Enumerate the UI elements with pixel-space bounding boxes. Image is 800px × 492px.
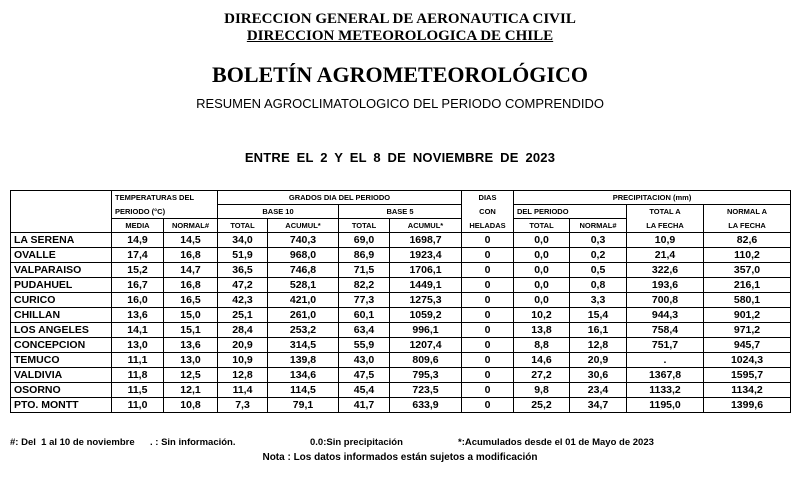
table-cell: 1698,7 [390,233,462,248]
table-cell: 12,5 [164,368,218,383]
table-cell: 0 [462,293,514,308]
table-cell: 901,2 [704,308,791,323]
nota: Nota : Los datos informados están sujetos a modificación [262,452,538,463]
table-cell: 25,1 [218,308,268,323]
table-cell: 0 [462,308,514,323]
org-line-2: DIRECCION METEOROLOGICA DE CHILE [246,28,554,44]
total-a-fecha-header: LA FECHA [627,219,704,233]
table-cell: 13,6 [164,338,218,353]
table-cell: 12,1 [164,383,218,398]
station-name: PTO. MONTT [11,398,112,413]
table-cell: 16,8 [164,278,218,293]
table-cell: 0,0 [514,248,570,263]
table-cell: 7,3 [218,398,268,413]
table-cell: 795,3 [390,368,462,383]
org-line-1: DIRECCION GENERAL DE AERONAUTICA CIVIL [224,11,576,27]
table-cell: 633,9 [390,398,462,413]
table-cell: 746,8 [268,263,339,278]
table-row [11,368,791,383]
table-cell: 809,6 [390,353,462,368]
total-a-header: TOTAL A [627,205,704,219]
table-cell: 16,0 [112,293,164,308]
table-cell: 13,8 [514,323,570,338]
table-cell: 1595,7 [704,368,791,383]
table-cell: 1195,0 [627,398,704,413]
station-name: PUDAHUEL [11,278,112,293]
table-cell: 14,9 [112,233,164,248]
table-cell: 0,8 [570,278,627,293]
table-cell: 47,2 [218,278,268,293]
station-name: CONCEPCION [11,338,112,353]
table-cell: 14,5 [164,233,218,248]
table-cell: 13,0 [164,353,218,368]
table-cell: 134,6 [268,368,339,383]
b10-total-col-header: TOTAL [218,219,268,233]
footnote-no-info: . : Sin información. [150,437,236,448]
table-cell: 9,8 [514,383,570,398]
table-cell: 421,0 [268,293,339,308]
table-cell: 27,2 [514,368,570,383]
table-cell: 82,6 [704,233,791,248]
table-cell: 16,1 [570,323,627,338]
table-cell: 0,3 [570,233,627,248]
bulletin-subtitle: RESUMEN AGROCLIMATOLOGICO DEL PERIODO COMPRENDIDO [196,96,604,111]
table-cell: 0 [462,368,514,383]
table-cell: 751,7 [627,338,704,353]
table-cell: 12,8 [570,338,627,353]
footnote-no-precip: 0.0:Sin precipitación [310,437,403,448]
temp-group-header-2: PERIODO (°C) [112,205,218,219]
table-row [11,308,791,323]
table-cell: 16,5 [164,293,218,308]
table-cell: 193,6 [627,278,704,293]
dias-header-2: CON [462,205,514,219]
table-row [11,233,791,248]
dias-header-3: HELADAS [462,219,514,233]
table-cell: 21,4 [627,248,704,263]
table-cell: 34,7 [570,398,627,413]
table-cell: 13,6 [112,308,164,323]
table-cell: 20,9 [570,353,627,368]
dias-header-1: DIAS [462,191,514,205]
table-cell: 69,0 [339,233,390,248]
station-name: OSORNO [11,383,112,398]
table-cell: 30,6 [570,368,627,383]
table-cell: 314,5 [268,338,339,353]
table-cell: 86,9 [339,248,390,263]
normal-a-fecha-header: LA FECHA [704,219,791,233]
table-cell: 1059,2 [390,308,462,323]
table-cell: 0,0 [514,293,570,308]
table-cell: 25,2 [514,398,570,413]
base10-header: BASE 10 [218,205,339,219]
table-cell: 357,0 [704,263,791,278]
table-cell: 968,0 [268,248,339,263]
table-cell: 0,5 [570,263,627,278]
b5-acumul-col-header: ACUMUL* [390,219,462,233]
table-row [11,278,791,293]
table-cell: 11,5 [112,383,164,398]
table-cell: 10,9 [218,353,268,368]
grados-group-header: GRADOS DIA DEL PERIODO [218,191,462,205]
table-cell: 11,4 [218,383,268,398]
station-name: LA SERENA [11,233,112,248]
base5-header: BASE 5 [339,205,462,219]
normal-a-header: NORMAL A [704,205,791,219]
table-cell: 42,3 [218,293,268,308]
media-col-header: MEDIA [112,219,164,233]
table-cell: 63,4 [339,323,390,338]
table-cell: 15,0 [164,308,218,323]
table-cell: 758,4 [627,323,704,338]
table-cell: 11,0 [112,398,164,413]
table-cell: 14,7 [164,263,218,278]
table-cell: 1133,2 [627,383,704,398]
table-cell: 20,9 [218,338,268,353]
temp-group-header: TEMPERATURAS DEL [112,191,218,205]
p-total-col-header: TOTAL [514,219,570,233]
table-cell: 45,4 [339,383,390,398]
table-cell: 322,6 [627,263,704,278]
table-cell: 216,1 [704,278,791,293]
table-cell: 15,2 [112,263,164,278]
table-cell: 700,8 [627,293,704,308]
table-cell: 15,4 [570,308,627,323]
table-cell: 0 [462,248,514,263]
table-cell: 10,2 [514,308,570,323]
table-cell: 16,7 [112,278,164,293]
table-cell: 0 [462,353,514,368]
table-cell: 1367,8 [627,368,704,383]
table-cell: 11,8 [112,368,164,383]
table-cell: 10,9 [627,233,704,248]
del-periodo-header: DEL PERIODO [514,205,627,219]
table-cell: 0,0 [514,278,570,293]
b10-acumul-col-header: ACUMUL* [268,219,339,233]
table-cell: 10,8 [164,398,218,413]
station-header [11,191,112,233]
table-cell: 944,3 [627,308,704,323]
station-name: TEMUCO [11,353,112,368]
table-cell: 0 [462,338,514,353]
table-cell: 1399,6 [704,398,791,413]
table-row [11,398,791,413]
table-cell: 139,8 [268,353,339,368]
p-normal-col-header: NORMAL# [570,219,627,233]
table-cell: 971,2 [704,323,791,338]
table-cell: 261,0 [268,308,339,323]
table-cell: 8,8 [514,338,570,353]
table-cell: 0,2 [570,248,627,263]
footnote-accumulated: *:Acumulados desde el 01 de Mayo de 2023 [458,437,654,448]
table-cell: 82,2 [339,278,390,293]
table-cell: 1134,2 [704,383,791,398]
footnote-normal-period: #: Del 1 al 10 de noviembre [10,437,135,448]
table-cell: 71,5 [339,263,390,278]
agro-summary-table [10,190,791,413]
period-range: ENTRE EL 2 Y EL 8 DE NOVIEMBRE DE 2023 [244,150,556,165]
table-cell: 0 [462,398,514,413]
table-cell: 14,1 [112,323,164,338]
table-cell: 28,4 [218,323,268,338]
table-cell: 47,5 [339,368,390,383]
table-cell: 0 [462,323,514,338]
table-cell: 55,9 [339,338,390,353]
table-row [11,383,791,398]
table-cell: 11,1 [112,353,164,368]
table-cell: 3,3 [570,293,627,308]
table-row [11,263,791,278]
table-cell: 13,0 [112,338,164,353]
table-cell: 77,3 [339,293,390,308]
table-cell: 1449,1 [390,278,462,293]
table-cell: 23,4 [570,383,627,398]
precip-group-header: PRECIPITACION (mm) [514,191,791,205]
table-cell: 79,1 [268,398,339,413]
station-name: LOS ANGELES [11,323,112,338]
table-cell: 0 [462,278,514,293]
table-cell: 1923,4 [390,248,462,263]
table-cell: 528,1 [268,278,339,293]
table-row [11,338,791,353]
station-name: CHILLAN [11,308,112,323]
table-row [11,353,791,368]
table-cell: 1207,4 [390,338,462,353]
station-name: VALDIVIA [11,368,112,383]
table-cell: 114,5 [268,383,339,398]
table-cell: 15,1 [164,323,218,338]
table-cell: 0 [462,383,514,398]
table-cell: 1706,1 [390,263,462,278]
bulletin-title: BOLETÍN AGROMETEOROLÓGICO [212,62,588,87]
table-cell: 14,6 [514,353,570,368]
b5-total-col-header: TOTAL [339,219,390,233]
table-cell: 1024,3 [704,353,791,368]
table-cell: 34,0 [218,233,268,248]
table-cell: 580,1 [704,293,791,308]
table-cell: 17,4 [112,248,164,263]
station-name: VALPARAISO [11,263,112,278]
station-name: OVALLE [11,248,112,263]
table-cell: 945,7 [704,338,791,353]
table-row [11,248,791,263]
table-cell: 43,0 [339,353,390,368]
table-cell: 0 [462,233,514,248]
table-row [11,293,791,308]
table-cell: 723,5 [390,383,462,398]
table-cell: 41,7 [339,398,390,413]
table-cell: . [627,353,704,368]
table-cell: 996,1 [390,323,462,338]
station-name: CURICO [11,293,112,308]
table-cell: 12,8 [218,368,268,383]
table-cell: 0,0 [514,233,570,248]
table-row [11,323,791,338]
table-cell: 0 [462,263,514,278]
table-cell: 0,0 [514,263,570,278]
table-cell: 110,2 [704,248,791,263]
table-cell: 740,3 [268,233,339,248]
table-cell: 60,1 [339,308,390,323]
table-cell: 16,8 [164,248,218,263]
table-cell: 253,2 [268,323,339,338]
table-cell: 1275,3 [390,293,462,308]
table-cell: 51,9 [218,248,268,263]
table-cell: 36,5 [218,263,268,278]
normal-col-header: NORMAL# [164,219,218,233]
